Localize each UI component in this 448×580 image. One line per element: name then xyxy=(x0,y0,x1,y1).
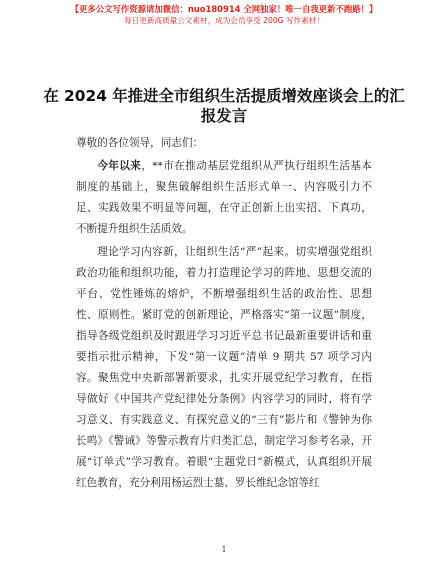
paragraph-1-lead: 今年以来 xyxy=(97,160,142,172)
page-number: 1 xyxy=(221,545,227,554)
promo-banner-line1: 【更多公文写作资源请加微信：nuo180914 全网独家！唯一自我更新不跑路！】 xyxy=(70,4,378,14)
paragraph-2: 理论学习内容新，让组织生活“严”起来。切实增强党组织政治功能和组织功能，着力打造理论学习的阵地、思想交流的平台、党性锤炼的熔炉，不断增强组织生活的政治性、思想性、原则性。紧盯党的创新理论，严格落实“第一议题”制度，指导各级党组织及时跟进学习习近平总书记最新重要讲话和重要指示批示精神，下发“第一议题”清单 9 期共 57 项学习内容。聚焦党中央新部署新要求，扎实开展党纪学习教育，在指导做好《中国共产党纪律处分条例》内容学习的同时，将有学习意义、有实践意义、有探究意义的“三有”影片和《警钟为你长鸣》《警诫》等警示教育片归类汇总，制定学习参考名录，开展“订单式”学习教育。着眼“主题党日”新模式，认真组织开展红色教育，充分利用杨运烈士墓、罗长维纪念馆等红 xyxy=(76,246,372,489)
promo-banner xyxy=(0,3,448,27)
document-title: 在 2024 年推进全市组织生活提质增效座谈会上的汇报发言 xyxy=(43,87,405,125)
salutation: 尊敬的各位领导，同志们： xyxy=(76,137,204,149)
promo-banner-line2: 每日更新高质量公文素材，成为会员享受 200G 写作素材！ xyxy=(124,16,324,25)
paragraph-1 xyxy=(76,156,372,240)
paragraph-1-text: ，**市在推动基层党组织从严执行组织生活基本制度的基础上，聚焦破解组织生活形式单一、内容吸引力不足、实践效果不明显等问题，在守正创新上出实招、下真功，不断提升组织生活质效。 xyxy=(76,160,373,235)
